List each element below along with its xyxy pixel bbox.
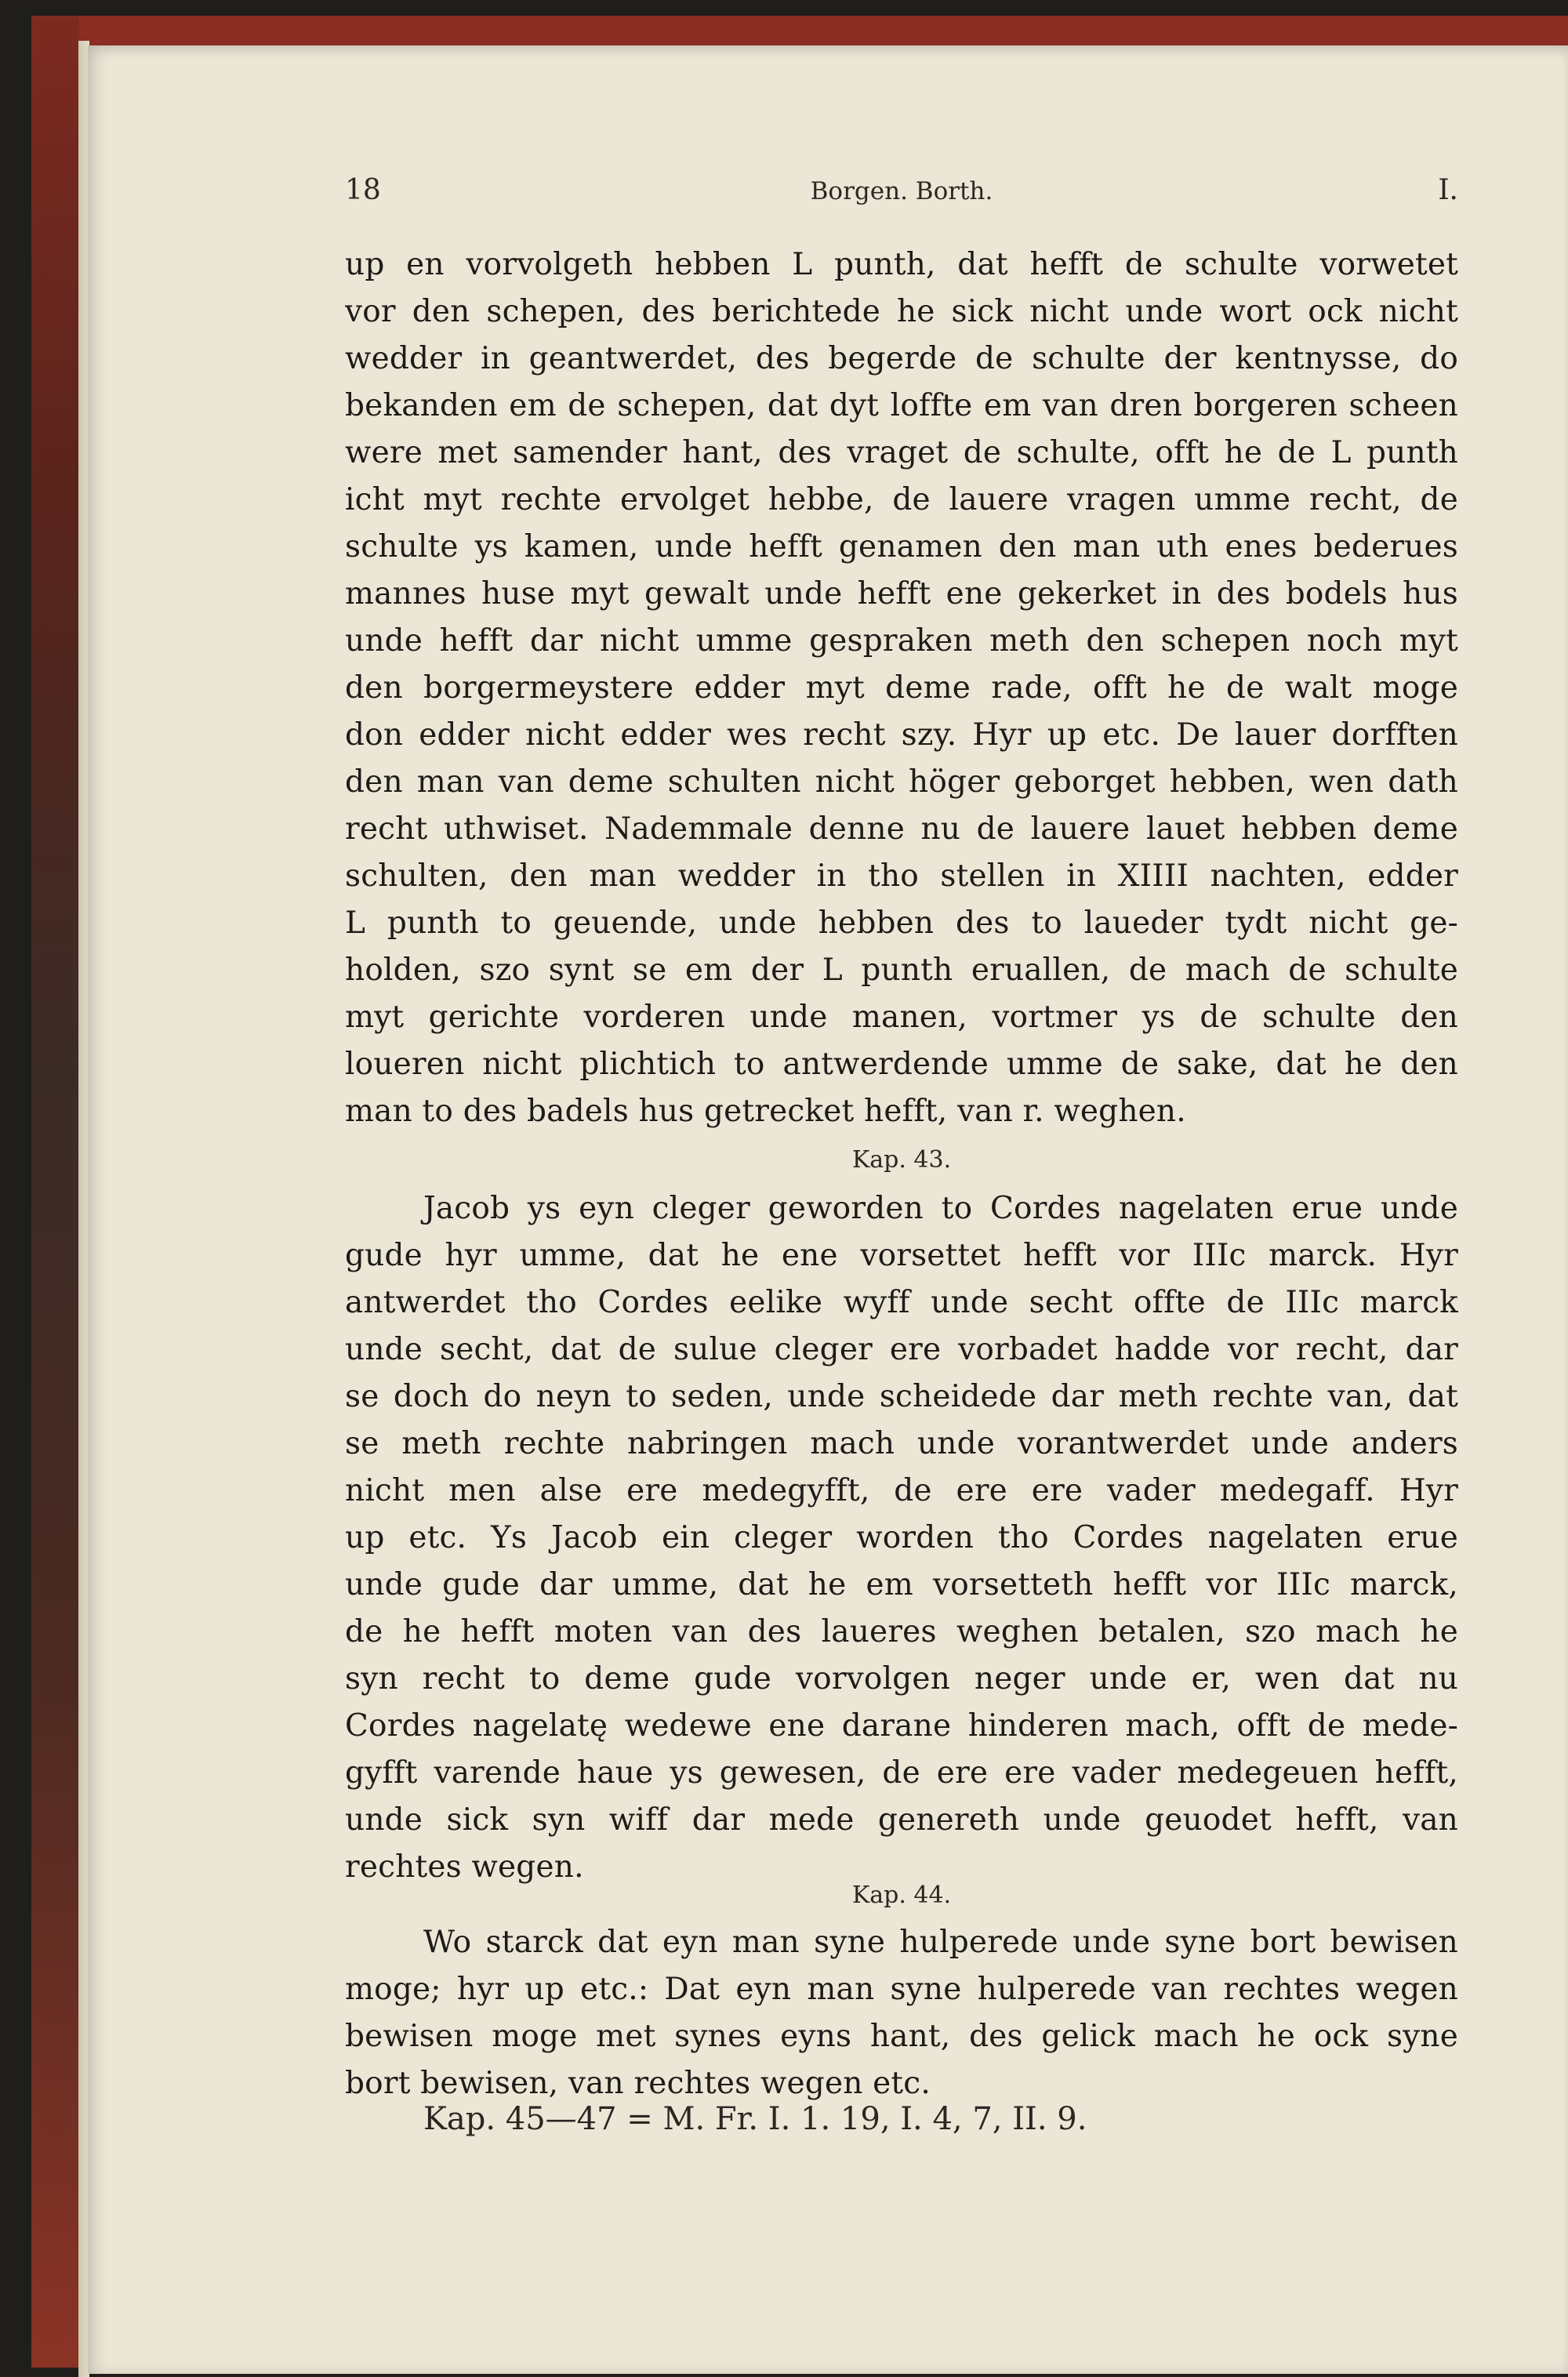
text-line: Cordes nagelatę wedewe ene darane hinderen mach, offt de mede- — [345, 1708, 1458, 1744]
text-line: bekanden em de schepen, dat dyt loffte em van dren borgeren scheen — [345, 388, 1458, 423]
text-line: gude hyr umme, dat he ene vorsettet hefft vor IIIc marck. Hyr — [345, 1238, 1458, 1273]
text-line: loueren nicht plichtich to antwerdende umme de sake, dat he den — [345, 1047, 1458, 1082]
running-head — [345, 174, 1458, 213]
chapter-heading-44: Kap. 44. — [851, 1882, 952, 1909]
text-line: man to des badels hus getrecket hefft, van r. weghen. — [345, 1094, 1186, 1129]
text-line: unde hefft dar nicht umme gespraken meth den schepen noch myt — [345, 623, 1458, 659]
text-line: L punth to geuende, unde hebben des to laueder tydt nicht ge- — [345, 905, 1458, 941]
text-line: mannes huse myt gewalt unde hefft ene gekerket in des bodels hus — [345, 576, 1458, 611]
text-line: de he hefft moten van des laueres weghen betalen, szo mach he — [345, 1614, 1458, 1649]
text-line: schulte ys kamen, unde hefft genamen den man uth enes bederues — [345, 529, 1458, 564]
text-line: up etc. Ys Jacob ein cleger worden tho Cordes nagelaten erue — [345, 1520, 1458, 1555]
text-line: den man van deme schulten nicht höger geborget hebben, wen dath — [345, 764, 1458, 800]
text-line: se meth rechte nabringen mach unde vorantwerdet unde anders — [345, 1426, 1458, 1461]
running-title: Borgen. Borth. — [810, 177, 993, 205]
text-line: Jacob ys eyn cleger geworden to Cordes nagelaten erue unde — [423, 1191, 1458, 1226]
text-line: recht uthwiset. Nademmale denne nu de lauere lauet hebben deme — [345, 811, 1458, 847]
section-number: I. — [1438, 174, 1458, 206]
text-line: Wo starck dat eyn man syne hulperede unde syne bort bewisen — [423, 1925, 1458, 1960]
text-line: gyfft varende haue ys gewesen, de ere ere vader medegeuen hefft, — [345, 1755, 1458, 1791]
text-line: moge; hyr up etc.: Dat eyn man syne hulperede van rechtes wegen — [345, 1972, 1458, 2007]
paragraph-kap-43 — [345, 1185, 1458, 1891]
page-number: 18 — [345, 174, 381, 206]
text-line: nicht men alse ere medegyfft, de ere ere vader medegaff. Hyr — [345, 1473, 1458, 1508]
text-line: schulten, den man wedder in tho stellen in XIIII nachten, edder — [345, 858, 1458, 894]
cross-reference-line: Kap. 45—47 = M. Fr. I. 1. 19, I. 4, 7, II. 9. — [423, 2101, 1087, 2137]
text-line: icht myt rechte ervolget hebbe, de lauere vragen umme recht, de — [345, 482, 1458, 517]
book-cover-top — [31, 16, 1568, 47]
text-line: antwerdet tho Cordes eelike wyff unde secht offte de IIIc marck — [345, 1285, 1458, 1320]
text-line: up en vorvolgeth hebben L punth, dat hefft de schulte vorwetet — [345, 247, 1458, 282]
chapter-heading-43: Kap. 43. — [851, 1146, 952, 1174]
text-line: don edder nicht edder wes recht szy. Hyr up etc. De lauer dorfften — [345, 717, 1458, 753]
text-line: bort bewisen, van rechtes wegen etc. — [345, 2066, 931, 2101]
text-line: se doch do neyn to seden, unde scheidede dar meth rechte van, dat — [345, 1379, 1458, 1414]
text-line: were met samender hant, des vraget de schulte, offt he de L punth — [345, 435, 1458, 470]
paragraph-continuation — [345, 241, 1458, 1135]
text-line: syn recht to deme gude vorvolgen neger unde er, wen dat nu — [345, 1661, 1458, 1697]
text-line: bewisen moge met synes eyns hant, des gelick mach he ock syne — [345, 2019, 1458, 2054]
text-line: rechtes wegen. — [345, 1849, 584, 1885]
paragraph-kap-44 — [345, 1919, 1458, 2107]
book-cover-spine — [31, 16, 78, 2368]
text-line: unde sick syn wiff dar mede genereth unde geuodet hefft, van — [345, 1802, 1458, 1838]
text-line: myt gerichte vorderen unde manen, vortmer ys de schulte den — [345, 1000, 1458, 1035]
text-line: unde gude dar umme, dat he em vorsetteth hefft vor IIIc marck, — [345, 1567, 1458, 1602]
text-line: wedder in geantwerdet, des begerde de schulte der kentnysse, do — [345, 341, 1458, 376]
text-line: den borgermeystere edder myt deme rade, offt he de walt moge — [345, 670, 1458, 706]
text-line: unde secht, dat de sulue cleger ere vorbadet hadde vor recht, dar — [345, 1332, 1458, 1367]
text-line: vor den schepen, des berichtede he sick nicht unde wort ock nicht — [345, 294, 1458, 329]
text-line: holden, szo synt se em der L punth eruallen, de mach de schulte — [345, 953, 1458, 988]
